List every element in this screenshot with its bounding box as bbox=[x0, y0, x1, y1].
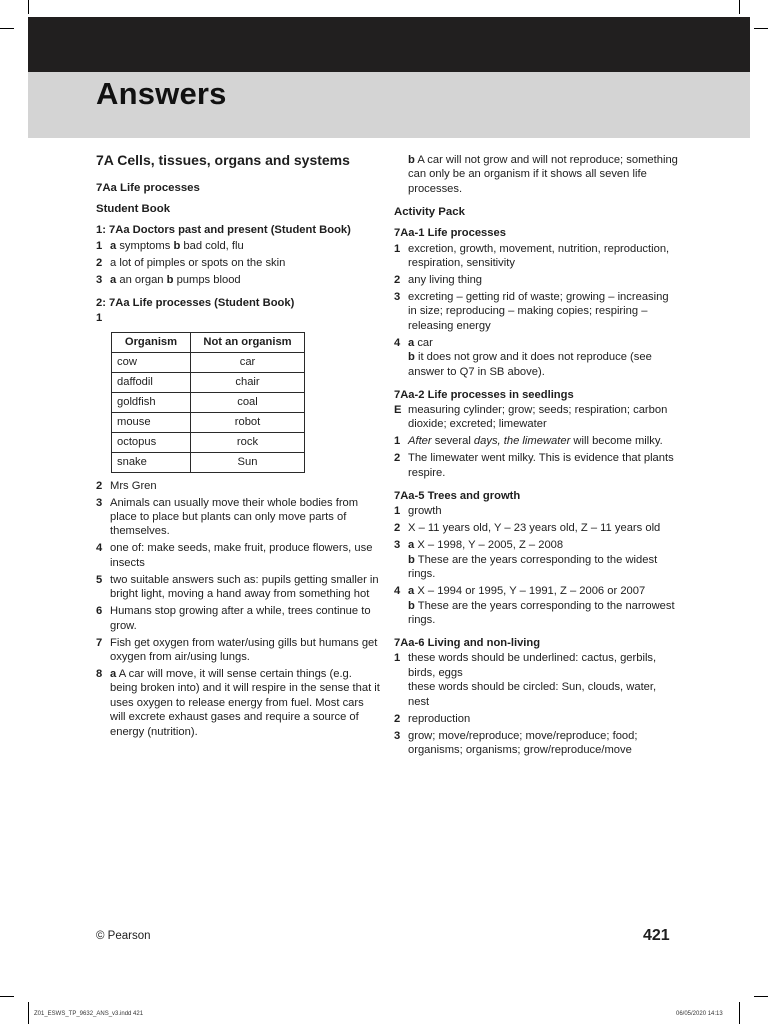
crop-mark bbox=[739, 1002, 740, 1024]
answer-item: 1 a symptoms b bad cold, flu bbox=[96, 239, 244, 252]
answer-item: 8 a A car will move, it will sense certain things (e.g. being broken into) and it will respire in the sense that it uses oxygen to release energy from fuel. Most cars will excrete exhaust gases and require a source of energy (nutrition). bbox=[96, 667, 380, 738]
answer-item: 1 these words should be underlined: cactus, gerbils, birds, eggs these words should be circled: Sun, clouds, water, nest bbox=[394, 652, 657, 708]
answer-item: 2 X – 11 years old, Y – 23 years old, Z – 11 years old bbox=[394, 522, 661, 535]
table-row bbox=[112, 352, 305, 372]
page-number: 421 bbox=[643, 927, 670, 944]
column-header: Not an organism bbox=[191, 332, 305, 352]
table-cell: cow bbox=[112, 352, 191, 372]
answer-item: 4 a X – 1994 or 1995, Y – 1991, Z – 2006 or 2007 b These are the years corresponding to the narrowest rings. bbox=[394, 585, 675, 626]
answer-item: 4 one of: make seeds, make fruit, produce flowers, use insects bbox=[96, 542, 373, 569]
table-cell: robot bbox=[191, 412, 305, 432]
print-slug-file: Z01_ESWS_TP_9632_ANS_v3.indd 421 bbox=[34, 1011, 144, 1017]
table-cell: mouse bbox=[112, 412, 191, 432]
activity-heading: 7Aa-1 Life processes bbox=[394, 227, 506, 240]
header-black-band bbox=[28, 17, 750, 72]
answer-item: 3 a an organ b pumps blood bbox=[96, 273, 241, 286]
crop-mark bbox=[28, 1002, 29, 1024]
table-row bbox=[112, 412, 305, 432]
crop-mark bbox=[754, 996, 768, 997]
table-cell: daffodil bbox=[112, 372, 191, 392]
right-column bbox=[394, 153, 679, 760]
table-cell: rock bbox=[191, 432, 305, 452]
answer-item: 6 Humans stop growing after a while, trees continue to grow. bbox=[96, 605, 371, 632]
answer-item: 4 a car b it does not grow and it does not reproduce (see answer to Q7 in SB above). bbox=[394, 336, 652, 378]
table-row bbox=[112, 452, 305, 472]
table-row bbox=[112, 432, 305, 452]
answer-item: 1 growth bbox=[394, 505, 442, 518]
activity-heading: 7Aa-5 Trees and growth bbox=[394, 489, 521, 502]
activity-heading: 7Aa-2 Life processes in seedlings bbox=[394, 388, 574, 401]
table-question-number: 1 bbox=[96, 312, 103, 325]
table-cell: coal bbox=[191, 392, 305, 412]
answer-item: b A car will not grow and will not reproduce; something can only be an organism if it shows all seven life processes. bbox=[408, 154, 678, 195]
copyright-text: © Pearson bbox=[96, 930, 151, 942]
table-cell: chair bbox=[191, 372, 305, 392]
table-cell: goldfish bbox=[112, 392, 191, 412]
crop-mark bbox=[754, 28, 768, 29]
crop-mark bbox=[0, 996, 14, 997]
answer-item: 2 any living thing bbox=[394, 274, 483, 287]
answer-item: E measuring cylinder; grow; seeds; respiration; carbon dioxide; excreted; limewater bbox=[394, 404, 668, 431]
answer-item: 5 two suitable answers such as: pupils getting smaller in bright light, moving a hand away from something hot bbox=[96, 573, 379, 601]
answer-item: 2 Mrs Gren bbox=[96, 479, 157, 492]
table-cell: octopus bbox=[112, 432, 191, 452]
subsection-title: 7Aa Life processes bbox=[96, 181, 200, 194]
answer-item: 3 Animals can usually move their whole bodies from place to place but plants can only move parts of themselves. bbox=[96, 496, 359, 538]
table-cell: car bbox=[191, 352, 305, 372]
answer-item: 7 Fish get oxygen from water/using gills but humans get oxygen from air/using lungs. bbox=[96, 636, 378, 663]
organism-table bbox=[111, 332, 305, 473]
activity-pack-heading: Activity Pack bbox=[394, 205, 465, 218]
question-heading: 2: 7Aa Life processes (Student Book) bbox=[96, 296, 295, 309]
answer-item: 1 After several days, the limewater will become milky. bbox=[394, 435, 663, 448]
student-book-heading: Student Book bbox=[96, 202, 171, 215]
question-heading: 1: 7Aa Doctors past and present (Student Book) bbox=[96, 224, 351, 237]
answer-item: 3 excreting – getting rid of waste; growing – increasing in size; reproducing – making copies; respiring – releasing energy bbox=[394, 291, 669, 332]
column-header: Organism bbox=[112, 332, 191, 352]
table-header-row bbox=[112, 332, 305, 352]
section-title: 7A Cells, tissues, organs and systems bbox=[96, 152, 350, 168]
table-row bbox=[112, 392, 305, 412]
table-cell: Sun bbox=[191, 452, 305, 472]
left-column bbox=[96, 153, 381, 742]
answer-item: 2 reproduction bbox=[394, 712, 471, 725]
answer-item: 3 grow; move/reproduce; move/reproduce; food; organisms; organisms; grow/reproduce/move bbox=[394, 729, 638, 756]
answer-item: 3 a X – 1998, Y – 2005, Z – 2008 b These are the years corresponding to the widest rings. bbox=[394, 539, 658, 581]
answer-item: 2 The limewater went milky. This is evidence that plants respire. bbox=[394, 452, 674, 479]
answer-item: 1 excretion, growth, movement, nutrition, reproduction, respiration, sensitivity bbox=[394, 242, 670, 270]
crop-mark bbox=[0, 28, 14, 29]
crop-mark bbox=[28, 0, 29, 14]
crop-mark bbox=[739, 0, 740, 14]
answer-item: 2 a lot of pimples or spots on the skin bbox=[96, 256, 286, 269]
page-title: Answers bbox=[96, 76, 227, 111]
table-row bbox=[112, 372, 305, 392]
print-slug-date: 06/05/2020 14:13 bbox=[676, 1011, 723, 1017]
table-cell: snake bbox=[112, 452, 191, 472]
activity-heading: 7Aa-6 Living and non-living bbox=[394, 636, 541, 649]
